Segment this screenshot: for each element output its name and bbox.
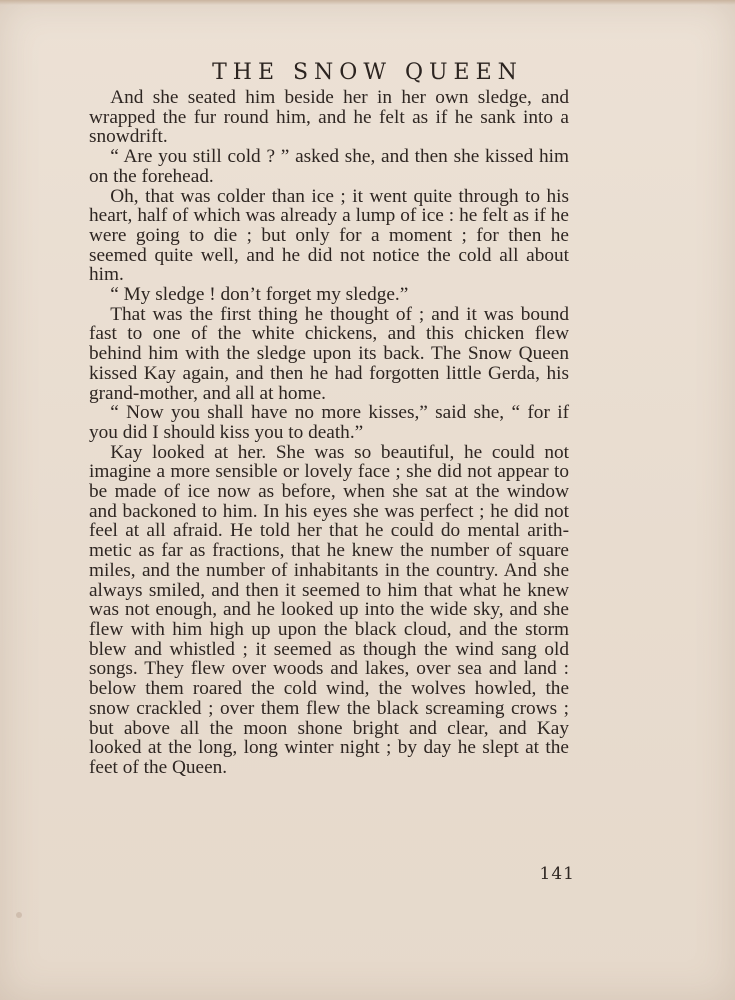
running-head: THE SNOW QUEEN bbox=[212, 60, 523, 85]
body-text bbox=[89, 88, 569, 778]
paragraph-1: And she seated him beside her in her own sledge, and wrapped the fur round him, and he felt as if he sank into a snowdrift. bbox=[89, 87, 569, 148]
paragraph-7: Kay looked at her. She was so beautiful, he could not imagine a more sensible or lovely face ; she did not appear to be made of ice now as before, when she sat at the window and backoned to him. In his eyes she was perfect ; he did not feel at all afraid. He told her that he could do mental arith-metic as far as fractions, that he knew the number of square miles, and the number of inhabitants in the country. And she always smiled, and then it seemed to him that what he knew was not enough, and he looked up into the wide sky, and she flew with him high up upon the black cloud, and the storm blew and whistled ; it seemed as though the wind sang old songs. They flew over woods and lakes, over sea and land : below them roared the cold wind, the wolves howled, the snow crackled ; over them flew the black screaming crows ; but above all the moon shone bright and clear, and Kay looked at the long, long winter night ; by day he slept at the feet of the Queen. bbox=[89, 441, 569, 778]
page-top-edge bbox=[0, 0, 735, 5]
paragraph-6: “ Now you shall have no more kisses,” said she, “ for if you did I should kiss you to death.” bbox=[89, 402, 569, 443]
paragraph-5: That was the first thing he thought of ; and it was bound fast to one of the white chickens, and this chicken flew behind him with the sledge upon its back. The Snow Queen kissed Kay again, and then he had forgotten little Gerda, his grand-mother, and all at home. bbox=[89, 303, 569, 404]
paper-spot bbox=[16, 912, 22, 918]
page-number: 141 bbox=[539, 864, 575, 884]
paragraph-2: “ Are you still cold ? ” asked she, and then she kissed him on the forehead. bbox=[89, 146, 569, 187]
paragraph-4: “ My sledge ! don’t forget my sledge.” bbox=[110, 284, 409, 306]
paragraph-3: Oh, that was colder than ice ; it went quite through to his heart, half of which was already a lump of ice : he felt as if he were going to die ; but only for a moment ; for then he seemed quite well, and he did not notice the cold all about him. bbox=[89, 185, 569, 286]
